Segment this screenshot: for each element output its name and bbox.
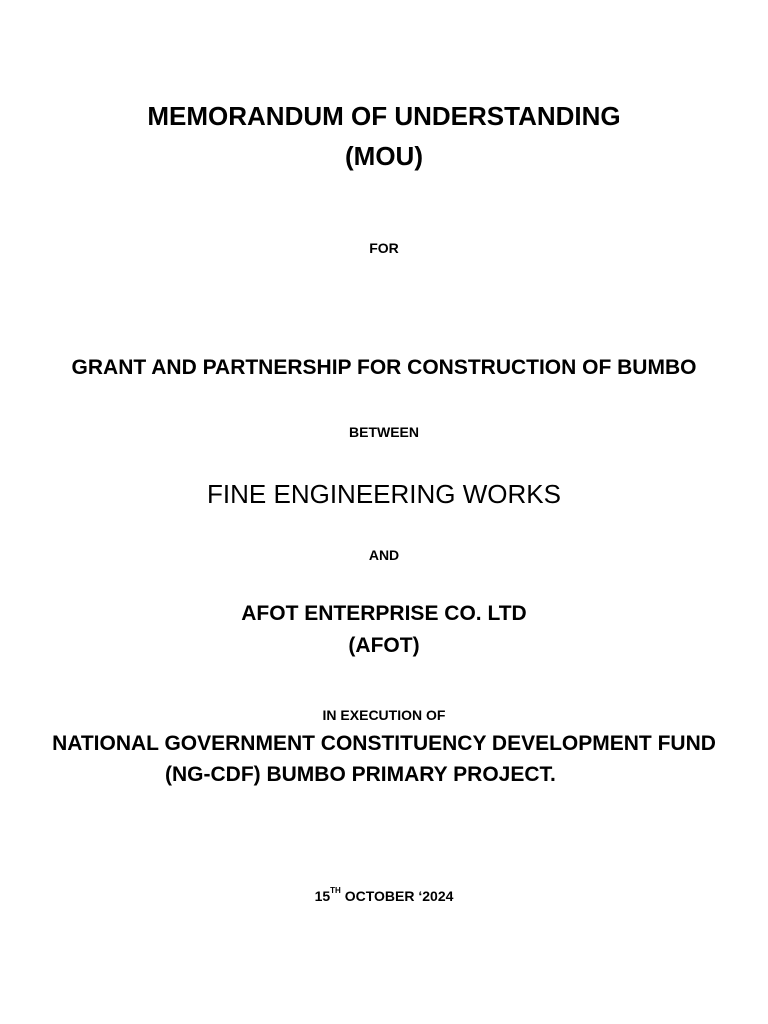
party-two-abbreviation: (AFOT)	[348, 634, 420, 657]
subject-line: GRANT AND PARTNERSHIP FOR CONSTRUCTION OF BUMBO	[71, 356, 697, 379]
between-label: BETWEEN	[349, 424, 419, 440]
title-line-2: (MOU)	[345, 141, 423, 171]
for-label: FOR	[369, 240, 399, 256]
project-line-2: (NG-CDF) BUMBO PRIMARY PROJECT.	[165, 763, 556, 786]
party-two-name: AFOT ENTERPRISE CO. LTD	[241, 602, 527, 625]
title-line-1: MEMORANDUM OF UNDERSTANDING	[147, 101, 621, 131]
document-date	[0, 886, 768, 904]
project-line-1: NATIONAL GOVERNMENT CONSTITUENCY DEVELOPMENT FUND	[52, 732, 716, 755]
execution-label: IN EXECUTION OF	[322, 707, 446, 723]
and-label: AND	[368, 547, 400, 563]
date-day: 15	[314, 888, 331, 904]
date-month-year: OCTOBER ‘2024	[340, 888, 454, 904]
party-one-name: FINE ENGINEERING WORKS	[207, 479, 561, 509]
date-ordinal-suffix: TH	[330, 886, 341, 895]
